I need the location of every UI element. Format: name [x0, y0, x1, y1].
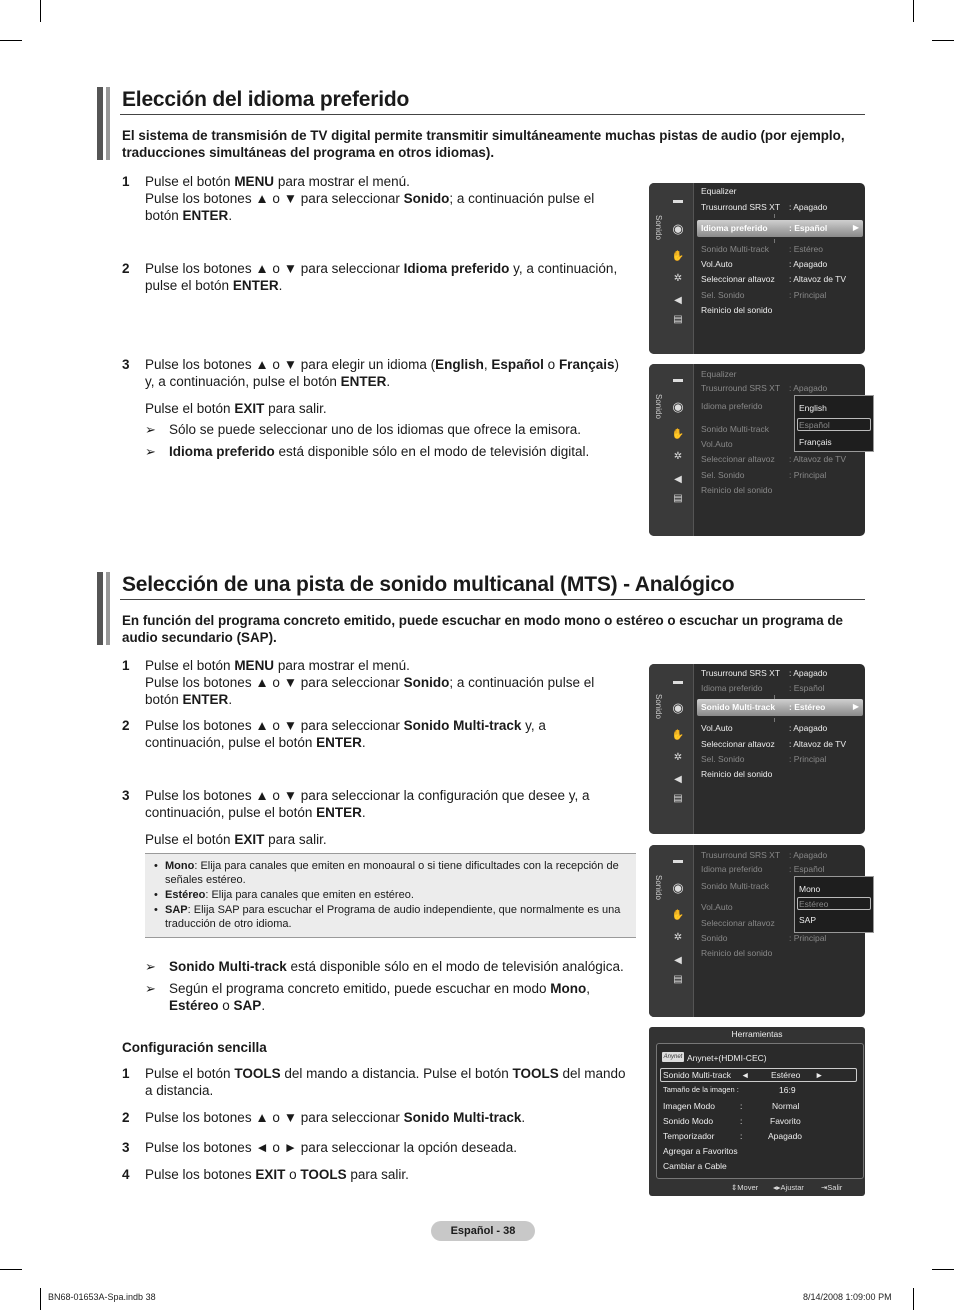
menu-item[interactable]: Reinicio del sonido	[701, 305, 773, 315]
section-title: Elección del idioma preferido	[122, 88, 410, 111]
move-hint: ⇕Mover	[731, 1183, 759, 1192]
menu-value: : Principal	[789, 933, 827, 943]
crop-mark	[932, 1269, 954, 1270]
input-icon: ◀	[674, 474, 682, 485]
menu-side-label: Sonido	[654, 215, 663, 240]
exit-icon: ⇥	[821, 1183, 828, 1192]
application-icon: ▤	[673, 974, 683, 985]
tools-item-label[interactable]: Tamaño de la imagen :	[663, 1085, 739, 1094]
arrow-right-icon[interactable]: ►	[815, 1070, 824, 1080]
arrow-right-icon: ▶	[852, 223, 859, 232]
arrow-left-icon[interactable]: ◄	[741, 1070, 750, 1080]
menu-value: : Altavoz de TV	[789, 454, 847, 464]
tv-menu-sound-preferred-language	[649, 183, 865, 354]
menu-item[interactable]: Sonido Multi-track	[701, 881, 770, 891]
tools-value: Estéreo	[771, 1070, 801, 1080]
input-icon: ◀	[674, 955, 682, 966]
crop-mark	[913, 0, 914, 22]
sound-icon: ◉	[672, 700, 684, 715]
crop-mark	[932, 40, 954, 41]
menu-item[interactable]: Idioma preferido	[701, 401, 763, 411]
picture-icon: ▬	[673, 195, 683, 206]
menu-item[interactable]: Sel. Sonido	[701, 290, 745, 300]
tools-item-label[interactable]: Agregar a Favoritos	[663, 1146, 738, 1156]
menu-sidebar	[649, 183, 694, 354]
tools-value: Normal	[772, 1101, 800, 1111]
tools-item-anynet[interactable]: Anynet+(HDMI-CEC)	[687, 1053, 767, 1063]
menu-value: : Apagado	[789, 723, 828, 733]
footer-file: BN68-01653A-Spa.indb 38	[48, 1292, 156, 1302]
channel-icon: ✋	[671, 910, 685, 921]
exit-instruction: Pulse el botón EXIT para salir.	[145, 401, 327, 416]
subsection-title: Configuración sencilla	[122, 1040, 267, 1055]
menu-item[interactable]: Sel. Sonido	[701, 754, 745, 764]
application-icon: ▤	[673, 314, 683, 325]
menu-side-label: Sonido	[654, 694, 663, 719]
menu-value: : Apagado	[789, 259, 828, 269]
menu-item-highlighted[interactable]	[697, 699, 863, 716]
picture-icon: ▬	[673, 676, 683, 687]
menu-item-label: Sonido Multi-track	[701, 702, 776, 712]
separator: :	[740, 1131, 743, 1141]
title-rule	[120, 114, 865, 115]
tools-panel	[656, 1043, 864, 1179]
menu-item[interactable]: Sel. Sonido	[701, 470, 745, 480]
tools-item-label[interactable]: Imagen Modo	[663, 1101, 715, 1111]
input-icon: ◀	[674, 295, 682, 306]
menu-value: : Español	[789, 683, 825, 693]
application-icon: ▤	[673, 793, 683, 804]
tools-value: 16:9	[779, 1085, 796, 1095]
menu-value: : Principal	[789, 754, 827, 764]
input-icon: ◀	[674, 774, 682, 785]
arrow-icon: ➢	[145, 444, 156, 459]
menu-item[interactable]: Reinicio del sonido	[701, 769, 773, 779]
picture-icon: ▬	[673, 855, 683, 866]
menu-value: : Español	[789, 864, 825, 874]
exit-hint: ⇥Salir	[821, 1183, 843, 1192]
menu-side-label: Sonido	[654, 875, 663, 900]
sound-icon: ◉	[672, 399, 684, 414]
section-intro: En función del programa concreto emitido, puede escuchar en modo mono o estéreo o escuchar un programa de audio secundario (SAP).	[122, 613, 844, 645]
section-intro: El sistema de transmisión de TV digital permite transmitir simultáneamente muchas pistas de audio (por ejemplo, traducciones simultáneas del programa en otros idiomas).	[122, 128, 845, 160]
setup-icon: ✲	[673, 752, 683, 763]
options-box: • Mono: Elija para canales que emiten en monoaural o si tiene dificultades con la recepción de señales estéreo. • Estéreo: Elija para canales que emiten en estéreo. • SAP: Elija SAP para escuchar el Programa de audio independiente, que normalmente es una traducción de otro idioma.	[145, 853, 636, 938]
menu-item[interactable]: Trusurround SRS XT	[701, 383, 781, 393]
menu-value: : Altavoz de TV	[789, 274, 847, 284]
menu-item-highlighted[interactable]	[697, 220, 863, 237]
footer-date: 8/14/2008 1:09:00 PM	[803, 1292, 892, 1302]
section-bar	[106, 87, 110, 160]
option-mono[interactable]: Mono	[799, 884, 821, 894]
menu-sidebar	[649, 845, 694, 1017]
menu-value: : Altavoz de TV	[789, 739, 847, 749]
language-popup	[794, 395, 874, 452]
tools-item-label: Sonido Multi-track	[663, 1070, 732, 1080]
menu-value: : Español	[789, 223, 828, 233]
tools-item-label[interactable]: Temporizador	[663, 1131, 715, 1141]
menu-sidebar	[649, 364, 694, 536]
menu-value: : Estéreo	[789, 244, 824, 254]
setup-icon: ✲	[673, 451, 683, 462]
menu-item[interactable]: Sonido Multi-track	[701, 244, 770, 254]
arrow-icon: ➢	[145, 959, 156, 974]
section-bar	[97, 87, 103, 160]
menu-value: : Apagado	[789, 668, 828, 678]
exit-instruction: Pulse el botón EXIT para salir.	[145, 832, 327, 847]
application-icon: ▤	[673, 493, 683, 504]
menu-side-label: Sonido	[654, 394, 663, 419]
multitrack-popup	[794, 876, 874, 933]
sound-icon: ◉	[672, 880, 684, 895]
menu-value: : Apagado	[789, 202, 828, 212]
arrow-icon: ➢	[145, 422, 156, 437]
sound-icon: ◉	[672, 221, 684, 236]
page-number: Español - 38	[431, 1221, 535, 1241]
arrow-right-icon: ▶	[852, 702, 859, 711]
separator: :	[740, 1116, 743, 1126]
menu-item[interactable]: Seleccionar altavoz	[701, 454, 775, 464]
menu-value: : Estéreo	[789, 702, 826, 712]
menu-item[interactable]: Trusurround SRS XT	[701, 202, 781, 212]
crop-mark	[40, 0, 41, 22]
picture-icon: ▬	[673, 374, 683, 385]
option-francais[interactable]: Français	[799, 437, 832, 447]
crop-mark	[40, 1288, 41, 1310]
channel-icon: ✋	[671, 730, 685, 741]
crop-mark	[913, 1288, 914, 1310]
tools-header: Herramientas	[731, 1029, 783, 1039]
tools-value: Favorito	[770, 1116, 801, 1126]
menu-value: : Principal	[789, 290, 827, 300]
title-rule	[120, 599, 865, 600]
left-right-icon: ◂▸	[773, 1183, 781, 1192]
menu-item[interactable]: Trusurround SRS XT	[701, 850, 781, 860]
separator: :	[740, 1101, 743, 1111]
adjust-hint: ◂▸Ajustar	[773, 1183, 804, 1192]
menu-item[interactable]: Seleccionar altavoz	[701, 739, 775, 749]
menu-value: : Principal	[789, 470, 827, 480]
option-english[interactable]: English	[799, 403, 827, 413]
crop-mark	[0, 40, 22, 41]
tv-menu-sound-multitrack	[649, 664, 865, 834]
channel-icon: ✋	[671, 429, 685, 440]
setup-icon: ✲	[673, 273, 683, 284]
menu-item[interactable]: Sonido	[701, 933, 728, 943]
option-sap[interactable]: SAP	[799, 915, 817, 925]
section-bar	[106, 572, 110, 645]
section-bar	[97, 572, 103, 645]
setup-icon: ✲	[673, 932, 683, 943]
menu-item[interactable]: Seleccionar altavoz	[701, 274, 775, 284]
menu-item[interactable]: Seleccionar altavoz	[701, 918, 775, 928]
menu-item[interactable]: Reinicio del sonido	[701, 485, 773, 495]
tools-value: Apagado	[768, 1131, 803, 1141]
menu-item[interactable]: Vol.Auto	[701, 902, 733, 912]
tools-item-label[interactable]: Sonido Modo	[663, 1116, 714, 1126]
tools-menu	[649, 1027, 865, 1196]
menu-item[interactable]: Sonido Multi-track	[701, 424, 770, 434]
menu-item[interactable]: Equalizer	[701, 186, 737, 196]
menu-value: : Apagado	[789, 850, 828, 860]
menu-item[interactable]: Idioma preferido	[701, 683, 763, 693]
arrow-icon: ➢	[145, 981, 156, 996]
menu-item[interactable]: Trusurround SRS XT	[701, 668, 781, 678]
option-espanol[interactable]: Español	[799, 420, 830, 430]
menu-item[interactable]: Vol.Auto	[701, 439, 733, 449]
channel-icon: ✋	[671, 251, 685, 262]
option-estereo[interactable]: Estéreo	[799, 899, 829, 909]
menu-item-label: Idioma preferido	[701, 223, 768, 233]
menu-value: : Apagado	[789, 383, 828, 393]
up-down-icon: ⇕	[731, 1183, 738, 1192]
menu-item[interactable]: Idioma preferido	[701, 864, 763, 874]
menu-item[interactable]: Reinicio del sonido	[701, 948, 773, 958]
menu-item[interactable]: Vol.Auto	[701, 259, 733, 269]
menu-sidebar	[649, 664, 694, 834]
tools-item-label[interactable]: Cambiar a Cable	[663, 1161, 727, 1171]
crop-mark	[0, 1269, 22, 1270]
section-title: Selección de una pista de sonido multicanal (MTS) - Analógico	[122, 573, 735, 596]
menu-item[interactable]: Equalizer	[701, 369, 737, 379]
menu-item[interactable]: Vol.Auto	[701, 723, 733, 733]
anynet-logo: Anynet	[663, 1054, 683, 1060]
